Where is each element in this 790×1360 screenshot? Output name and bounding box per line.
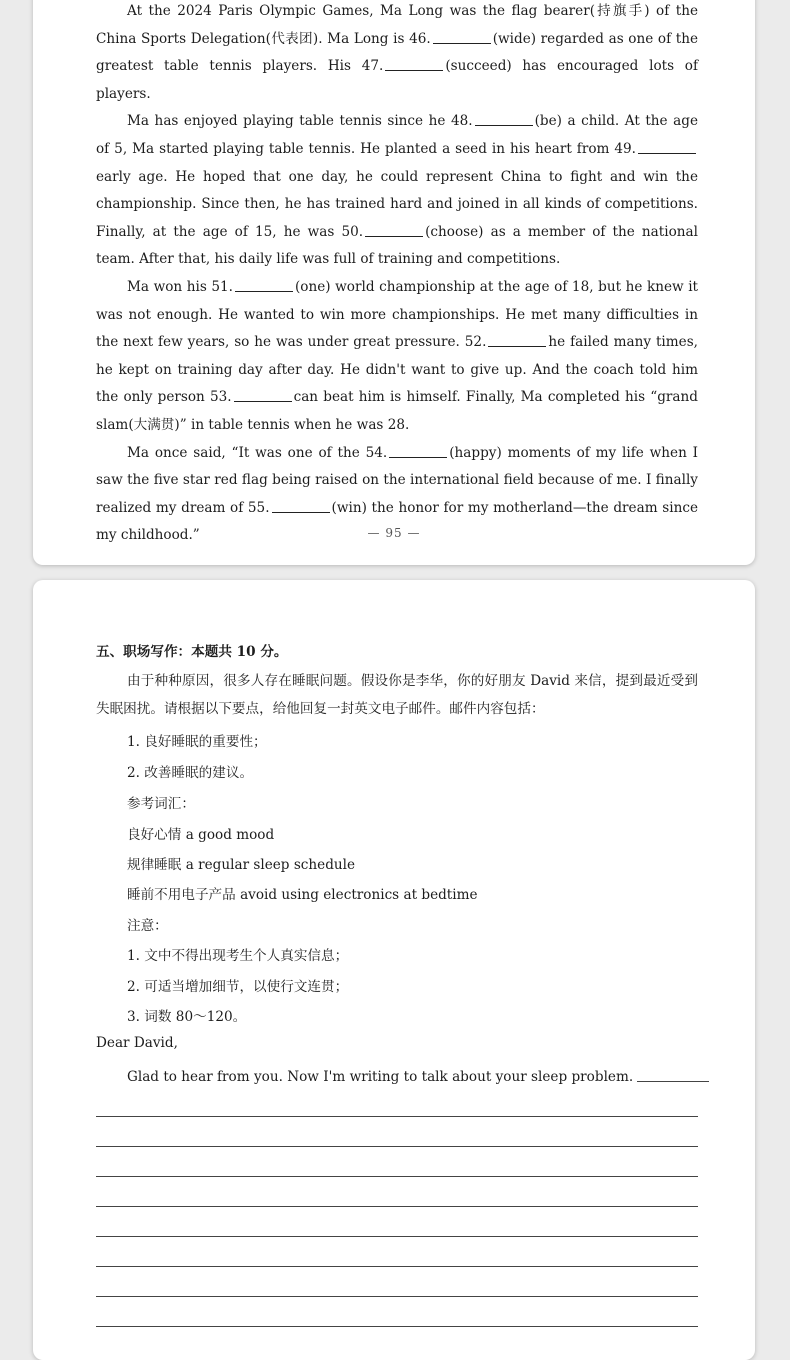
vocab-item-2: 规律睡眠 a regular sleep schedule bbox=[127, 857, 356, 873]
passage-paragraph bbox=[96, 0, 698, 108]
note-item-1: 1. 文中不得出现考生个人真实信息； bbox=[127, 948, 349, 964]
answer-line[interactable] bbox=[96, 1116, 698, 1117]
answer-blank[interactable] bbox=[385, 55, 443, 71]
exam-page-95 bbox=[33, 0, 755, 565]
letter-opening: Glad to hear from you. Now I'm writing to talk about your sleep problem. bbox=[127, 1069, 634, 1085]
answer-line[interactable] bbox=[96, 1236, 698, 1237]
answer-blank[interactable] bbox=[638, 138, 696, 154]
answer-line[interactable] bbox=[96, 1206, 698, 1207]
passage-text: Ma won his 51. bbox=[127, 278, 233, 295]
note-item-2: 2. 可适当增加细节，以使行文连贯； bbox=[127, 979, 349, 995]
answer-line[interactable] bbox=[96, 1146, 698, 1147]
answer-line[interactable] bbox=[96, 1326, 698, 1327]
answer-blank[interactable] bbox=[234, 386, 292, 402]
answer-blank[interactable] bbox=[488, 331, 546, 347]
passage-text: Ma once said, “It was one of the 54. bbox=[127, 444, 388, 461]
passage-text: Ma has enjoyed playing table tennis since he 48. bbox=[127, 113, 473, 130]
answer-blank[interactable] bbox=[475, 110, 533, 126]
answer-blank[interactable] bbox=[365, 221, 423, 237]
passage-text: At the 2024 Paris Olympic Games, Ma Long was the flag bearer(持旗手) of the China Sports Delegation(代表团). Ma Long is 46. bbox=[96, 3, 698, 47]
content-point-2: 2. 改善睡眠的建议。 bbox=[127, 765, 254, 781]
passage-text: (wide) regarded as one of the greatest table tennis players. His 47. bbox=[96, 30, 698, 75]
passage-text: (win) the honor for my motherland—the dream since my childhood.” bbox=[96, 499, 698, 544]
answer-blank[interactable] bbox=[433, 28, 491, 44]
passage-paragraph bbox=[96, 108, 698, 274]
passage-text: can beat him is himself. Finally, Ma completed his “grand slam(大满贯)” in table tennis when he was 28. bbox=[96, 389, 698, 433]
opening-answer-line[interactable] bbox=[637, 1067, 709, 1082]
answer-line[interactable] bbox=[96, 1266, 698, 1267]
vocab-item-1: 良好心情 a good mood bbox=[127, 827, 275, 843]
passage-text: (one) world championship at the age of 18, but he knew it was not enough. He wanted to win more championships. He met many difficulties in the next few years, so he was under great pressure. 52. bbox=[96, 278, 699, 351]
task-instructions: 由于种种原因，很多人存在睡眠问题。假设你是李华，你的好朋友 David 来信，提到最近受到失眠困扰。请根据以下要点，给他回复一封英文电子邮件。邮件内容包括： bbox=[96, 673, 698, 717]
content-point-1: 1. 良好睡眠的重要性； bbox=[127, 734, 267, 750]
cloze-passage bbox=[96, 0, 698, 550]
answer-blank[interactable] bbox=[272, 497, 330, 513]
passage-paragraph bbox=[96, 274, 698, 440]
vocab-item-3: 睡前不用电子产品 avoid using electronics at bedtime bbox=[127, 887, 478, 903]
letter-opening-line bbox=[127, 1067, 709, 1085]
passage-text: early age. He hoped that one day, he could represent China to fight and win the championship. Since then, he has trained hard and joined in all kinds of competitions. Finally, at the age of 15, he was 50. bbox=[96, 168, 698, 240]
exam-page-writing bbox=[33, 580, 755, 1360]
passage-text: he failed many times, he kept on training day after day. He didn't want to give up. And the coach told him the only person 53. bbox=[96, 334, 698, 406]
letter-greeting: Dear David, bbox=[96, 1035, 178, 1051]
note-item-3: 3. 词数 80～120。 bbox=[127, 1009, 247, 1025]
answer-blank[interactable] bbox=[389, 442, 447, 458]
passage-text: (happy) moments of my life when I saw the five star red flag being raised on the international field because of me. I finally realized my dream of 55. bbox=[96, 444, 699, 516]
section-heading: 五、职场写作：本题共 10 分。 bbox=[96, 644, 288, 660]
passage-text: (succeed) has encouraged lots of players. bbox=[96, 58, 699, 102]
answer-line[interactable] bbox=[96, 1176, 698, 1177]
passage-text: (be) a child. At the age of 5, Ma started playing table tennis. He planted a seed in his heart from 49. bbox=[96, 113, 698, 157]
answer-line[interactable] bbox=[96, 1296, 698, 1297]
passage-text: (choose) as a member of the national team. After that, his daily life was full of training and competitions. bbox=[96, 223, 698, 268]
answer-blank[interactable] bbox=[235, 276, 293, 292]
notes-label: 注意： bbox=[127, 918, 168, 934]
vocab-label: 参考词汇： bbox=[127, 796, 195, 812]
page-number: — 95 — bbox=[367, 526, 421, 540]
